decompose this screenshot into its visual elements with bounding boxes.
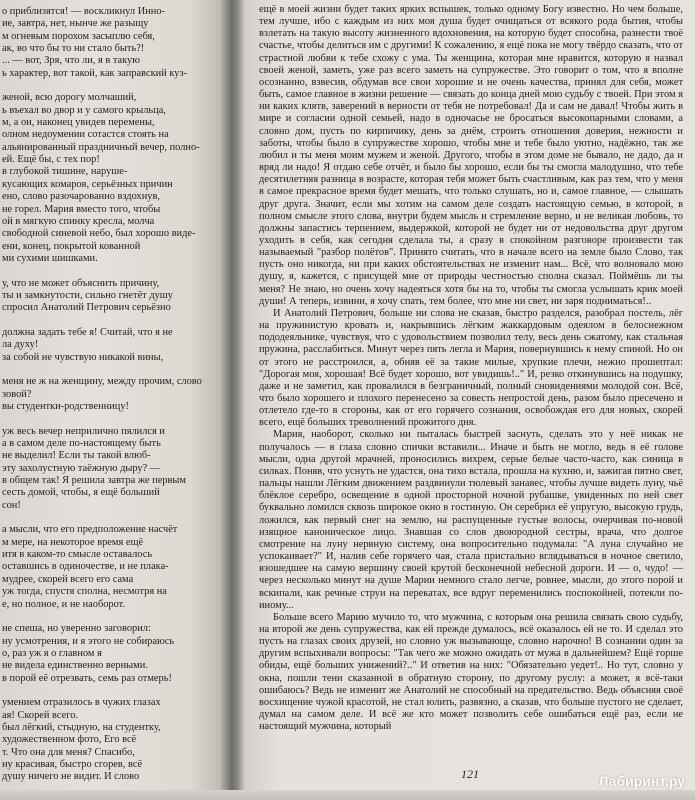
paragraph: Мария, наоборот, сколько ни пыталась быстрей заснуть, сделать это у неё никак не получалось — в глаза словно спички вставили... Иначе и быть не могло, ведь в её голове мысли, одна другой мрачней, проносились вихрем, серые белые часто-часто, как синица в силках. Поняв, что уснуть не удастся, она тихо встала, прошла на кухню, и, зажигая пятно свет, пальцы нашли Лёгким движением раздвинули тюлевый занавес, чтобы лучше видеть луну, чьё блёклое серебро, освещение в одной просторной ночной рубашке, увиденных по ней свет буквально ломился сквозь широкое окно в гостиную. Он серебрил её упругую, высокую грудь, ложился, как первый снег на землю, на распущенные густые волосы, очерчивая по-новой изящное каноническое лицо. Знавшая со слов двоюродной сестры, врача, что долгое смотрение на луну нервную систему, она вопросительно подумала: "А луна случайно не успокаивает?" И, налив себе горячего чая, стала пристально вглядываться в ночное светило, взошедшее на самую вершину своей крутой бесконечной небесной дороги. И — о, чудо! — через несколько минут на душе Марии немного стало легче, ровнее, мысли, до этого порой и вскипали, как речные струи на перекатах, все вдруг переменились поспокойней, потекли по-иному... [259, 429, 683, 611]
text-line: сон! [2, 499, 21, 511]
text-line: ... — вот, Зря, что ли, я в такую [2, 55, 140, 67]
paragraph: Больше всего Марию мучило то, что мужчина, с которым она решила связать свою судьбу, на второй же день супружества, как ей прежде думалось, всё оказалось ей не то. И сделал это пусть на глазах своих друзей, но словно уж вызывающе, словно нарочно! В сознании один за другим вспыхивали вопросы: "Так чего же можно ожидать от мужа в дальнейшем? Ещё горше обиды, ещё больших унижений?.." И ответив на них: "Обязательно уедет!.. Но тут, словно у окна, пошли тени сказанной в обратную сторону, по другому руслу: а может, я всё-таки ошибаюсь? Ведь не изменит же Анатолий не способный на предательство. Ведь объясняя своё восхищение чужой красотой, не стал юлить, развязно, а сказав, что больше пустого не сделает, думал на самом деле. И всё же кто может позволить себе ошибаться ещё раз, если не настоящий мужчина, который [259, 611, 683, 733]
text-line: в глубокой тишине, наруше- [2, 166, 128, 178]
text-line [2, 265, 221, 277]
text-line: ей. Ещё бы, с тех пор! [2, 154, 100, 166]
text-line: олном недоумении сотастся стоять на [2, 129, 169, 141]
text-line: ну усмотрения, и я этого не собираюсь [2, 635, 175, 647]
text-line: не спеша, но уверенно заговорил: [2, 623, 151, 635]
text-line: умением отразилось в чужих глазах [2, 697, 161, 709]
text-line: альянированный праздничный вечер, полно- [2, 141, 200, 153]
text-line: вы студентки-родственницу! [2, 401, 129, 412]
text-line: в порой её отрезвать, семь раз отмерь! [2, 672, 172, 684]
text-line: м, а он, наконец увидев перемены, [2, 117, 155, 129]
text-line: м огневым порохом засыплю себя, [2, 30, 155, 42]
text-line: ие, завтра, нет, нынче же разыщу [2, 18, 149, 30]
text-line [2, 315, 221, 327]
text-line: душу ничего не видит. И слово [2, 771, 140, 783]
left-page-text [2, 6, 221, 784]
text-line: в общем так! Я решила завтра же первым [2, 475, 186, 487]
text-line [2, 611, 221, 623]
text-line: не горел. Мария вместо того, чтобы [2, 203, 161, 215]
text-line [2, 80, 221, 92]
text-line: а мысли, что его предположение насчёт [2, 524, 178, 536]
text-line: ми сухими шишками. [2, 252, 98, 264]
left-page [0, 0, 225, 800]
text-line [2, 413, 221, 425]
text-line: ено, слово разочарованно вздохнув, [2, 191, 160, 203]
right-page-text [259, 4, 683, 733]
text-line: должна задать тебе я! Считай, что я не [2, 326, 173, 338]
page-bottom-edge [0, 790, 695, 800]
text-line: ая! Скорей всего. [2, 709, 79, 721]
book-gutter [221, 0, 245, 800]
text-line: зовой? [2, 388, 32, 400]
text-line: меня не ж на женщину, между прочим, слово [2, 376, 202, 388]
text-line: ь характер, вот такой, как заправский куз- [2, 67, 188, 79]
text-line: т. Что она для меня? Спасибо, [2, 746, 135, 758]
text-line: ну красивая, быстро сгорев, всё [2, 758, 143, 770]
text-line: ой в мягкую спинку кресла, молча [2, 215, 155, 227]
text-line: художественном фото, Его всё [2, 734, 137, 746]
watermark-logo: Лабиринт.ру [598, 773, 685, 789]
text-line: ты и замкнутости, сильно гнетёт душу [2, 289, 173, 301]
text-line: а в самом деле по-настоящему быть [2, 438, 161, 450]
text-line: оставшись в одиночестве, и не плака- [2, 561, 169, 573]
text-line: свободной синевой небо, был хорошо виде- [2, 228, 196, 240]
text-line: итя в каком-то смысле оставалось [2, 549, 153, 561]
text-line: о приблизятся! — воскликнул Инно- [2, 6, 165, 17]
text-line [2, 685, 221, 697]
text-line: уж тогда, спустя сполна, несмотря на [2, 586, 167, 598]
text-line: сесть домой, чтобы, я ещё больший [2, 487, 160, 499]
text-line: уж весь вечер неприлично пялился и [2, 425, 165, 437]
text-line [2, 364, 221, 376]
text-line: у, что не может объяснить причину, [2, 277, 160, 289]
page-number: 121 [461, 767, 479, 781]
text-line: мудрее, скорей всего его сама [2, 573, 134, 585]
paragraph: ещё в моей жизни будет таких ярких вспышек, только одному Богу известно. Но чем больше, тем лучше, ибо с каждым из них моя душа будет очищаться от всякого рода бытия, чтобы взлетать на такую высоту жизненного вдохновения, на которую будет способна, разнести твоё счастье, чтобы делиться им с другими! К сожалению, я ещё пока не могу твёрдо сказать, что от страстной любви к тебе схожу с ума. Ты женщина, которая мне нравится, которую я назвал своей женой, заметь, уже раз всего заметь на супружестве. Это говорит о том, что я вполне осознанно, взвесив, обдумав все свои хорошие и не очень качества, принял для себя, может быть, самое главное в жизни решение — связать до конца дней мою судьбу с твоей. При этом я ни каких клятв, заверений в верности от тебя не потребовал! Да и сам не давал! Чтобы жить в мире и согласии одной семьей, надо в одночасье не бросаться высокопарными словами, а словно дом, пусть по кирпичику, день за днём, строить отношения доверия, нежности и заботы, чтобы было в супружестве хорошо, чтобы мне и тебе было уютно, надёжно, так же любил и ты меня моим мужем и женой. Другого, чтобы в этом доме не бывало, не дадо, да и вряд ли надо! Я отдаю себе отчёт, и было бы хорошо, если бы ты смогла малодушно, что тебе десятилетняя разница в возрасте, которая тебя может быть счастливым, как раз тем, что у меня в самое прекрасное время будет мешать, что только слушать, но и, самое главное, — слышать друг друга. Значит, если мы хотим на самом деле создать настоящую семью, в которой, в полном смысле этого слова, внутри будем мысль и стремление верно, и не великая любовь, то должны запастись терпением, выдержкой, которой не будет ни от недовольства друг другом уходить в себя, как сегодня сделала ты, а сразу в спокойном разговоре произвести так называемый "разбор полётов". Принято считать, что в начале всего на земле было Слово, так пусть оно никогда, ни при каких обстоятельствах не изменит нам... Всё, что волновало мою душу, я, кажется, с присущей мне от природы честностью сполна сказал. Поймёшь ли ты меня? Не знаю, но очень хочу надеяться хотя бы на то, чтобы ты смогла услышать крик моей души! А теперь, извини, я хочу спать, тем более, что мне ни свет, ни заря подниматься!.. [259, 4, 683, 307]
text-line: ь въехал во двор и у самого крыльца, [2, 104, 166, 116]
text-line: за собой не чувствую никакой вины, [2, 351, 164, 363]
text-line: не выделил! Если ты такой влюб- [2, 450, 151, 462]
text-line: кусающих комаров, серьёзных причин [2, 178, 173, 190]
text-line: был лёгкий, стыдную, на студентку, [2, 721, 161, 733]
text-line: ла духу! [2, 339, 39, 351]
right-page [245, 0, 695, 800]
paragraph: И Анатолий Петрович, больше ни слова не сказав, быстро разделся, разобрал постель, лёг на пружинистую кровать и, накрывшись лёгким жаккардовым одеялом в белоснежном пододеяльнике, чувствуя, что с удовольствием позволил телу, весь день сжатому, как стальная пружина, расслабиться. Минут через пять легла и Мария, повернувшись к нему спиной. Но он от этого не расстроился, а, обняв её за такие милые, хрупкие плечи, нежно прошептал: "Дорогая моя, хорошая! Всё будет хорошо, вот увидишь!.." И, резко откинувшись на подушку, даже и не заметил, как провалился в безграничный, полный сновидениями молодой сон. Всё, что было хорошего и плохого перенесено за совесть непростой день, разом было пресечено и отлетело где-то в стороны, как от его горячего сознания, освобождая его для новых, скорей всего, ещё больших треволнений прожитого дня. [259, 307, 683, 429]
text-line: ак, во что бы то ни стало быть?! [2, 43, 145, 55]
text-line: эту захолустную таёжную дыру? — [2, 462, 161, 474]
text-line: о, раз уж я о главном я [2, 647, 102, 659]
text-line: спросил Анатолий Петрович серьёзно [2, 302, 171, 314]
text-line: м мере, на некоторое время ещё [2, 536, 144, 548]
text-line: женой, всю дорогу молчаший, [2, 92, 137, 104]
text-line [2, 512, 221, 524]
text-line: не видела единственно верными. [2, 660, 148, 672]
text-line: е, но полное, и не наоборот. [2, 598, 126, 610]
text-line: ени, конец, покрытой кованной [2, 240, 141, 252]
